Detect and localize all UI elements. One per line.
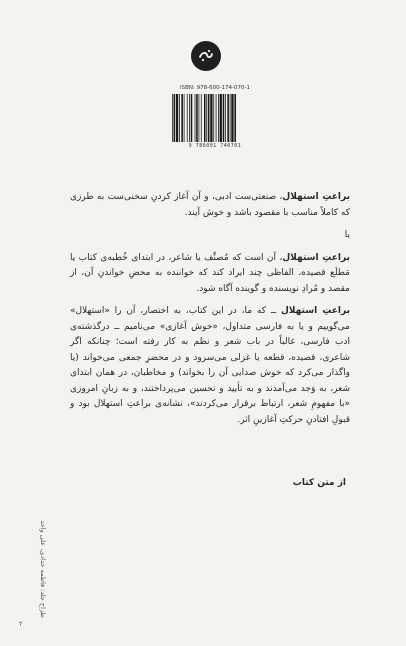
barcode-bar (179, 94, 180, 142)
barcode-bar (199, 94, 200, 142)
barcode-bar (172, 94, 173, 142)
blurb-paragraph-4 (70, 304, 350, 428)
blurb-paragraph-text: ــ که ما، در این کتاب، به اختصار، آن را «استهلال» می‌گوییم و یا به فارسی متداول، «خوش آغازی» می‌نامیم ــ درگذشته‌ی ادب فارسی، غالباً در باب شعر و نظم به کار رفته است؛ چنانکه اگر شاعری، قصیده، قطعه یا غزلی می‌سرود و در محضرِ جمعی می‌خواند (یا واگذار می‌کرد که خوش صدایی آن را بخواند) و مخاطبان، در همان ابتدای شعر، به وَجد می‌آمدند و به تأیید و تحسین می‌پرداختند، و به زبانِ امروزی «با مفهومِ شعر، ارتباط برقرار می‌کردند»، نشانه‌ی براعتِ استهلال بود و قبولِ افتادنِ حرکتِ آغازینِ اثر. (70, 306, 350, 425)
isbn-label: ISBN: 978-600-174-070-1 (179, 85, 251, 91)
barcode-bar (184, 94, 185, 142)
barcode-bar (195, 94, 196, 142)
barcode-bar (201, 94, 202, 142)
blurb-paragraph-text: یا (344, 230, 350, 240)
barcode-bar (204, 94, 206, 142)
blurb-paragraph-3 (70, 251, 350, 298)
blurb-lead: براعتِ استهلال (280, 306, 350, 316)
publisher-logo (191, 41, 221, 71)
blurb-paragraph-1 (70, 190, 350, 221)
barcode-bar (174, 94, 176, 142)
barcode-bar (213, 94, 214, 142)
blurb-lead: براعتِ استهلال (282, 192, 350, 202)
barcode-block (170, 85, 260, 149)
blurb-paragraph-text: ، صنعتی‌ست ادبی، و آن آغاز کردنِ سخنی‌ست به طرزی که کاملاً مناسب با مقصود باشد و خوش آیند. (70, 192, 350, 218)
corner-mark: ۲ (19, 620, 23, 628)
barcode-bar (206, 94, 207, 142)
publisher-logo-icon (196, 46, 216, 66)
barcode-bar (191, 94, 193, 142)
barcode-bar (220, 94, 222, 142)
barcode-bar (216, 94, 217, 142)
blurb-lead: براعتِ استهلال (282, 252, 350, 263)
source-attribution: از متن کتاب (292, 478, 346, 488)
cover-designer-credit: طراح جلد: فاطمه خدادی، علی واحد (39, 520, 47, 618)
barcode-bar (227, 94, 229, 142)
barcode-bar (196, 94, 198, 142)
barcode-bar (210, 94, 212, 142)
barcode-bar (234, 94, 236, 142)
barcode-bar (181, 94, 183, 142)
barcode-bar (223, 94, 225, 142)
barcode (170, 94, 260, 142)
blurb-paragraph-text: ، آن است که مُصنِّف یا شاعر، در ابتدای خُطبه‌ی کتاب یا مَطلَع قصیده، الفاظی چند ایراد کند که خواننده به محضِ خواندنِ آن، از مقصد و مُرادِ نویسنده و گوینده آگاه شود. (70, 252, 350, 294)
barcode-bar (231, 94, 233, 142)
blurb-paragraph-2 (70, 228, 350, 244)
barcode-number: 9 786001 740701 (188, 143, 242, 149)
barcode-bar (176, 94, 178, 142)
barcode-bar (218, 94, 219, 142)
barcode-bar (225, 94, 226, 142)
barcode-bar (208, 94, 210, 142)
barcode-bar (187, 94, 188, 142)
blurb-text (70, 190, 350, 428)
barcode-bar (189, 94, 190, 142)
barcode-bar (230, 94, 231, 142)
